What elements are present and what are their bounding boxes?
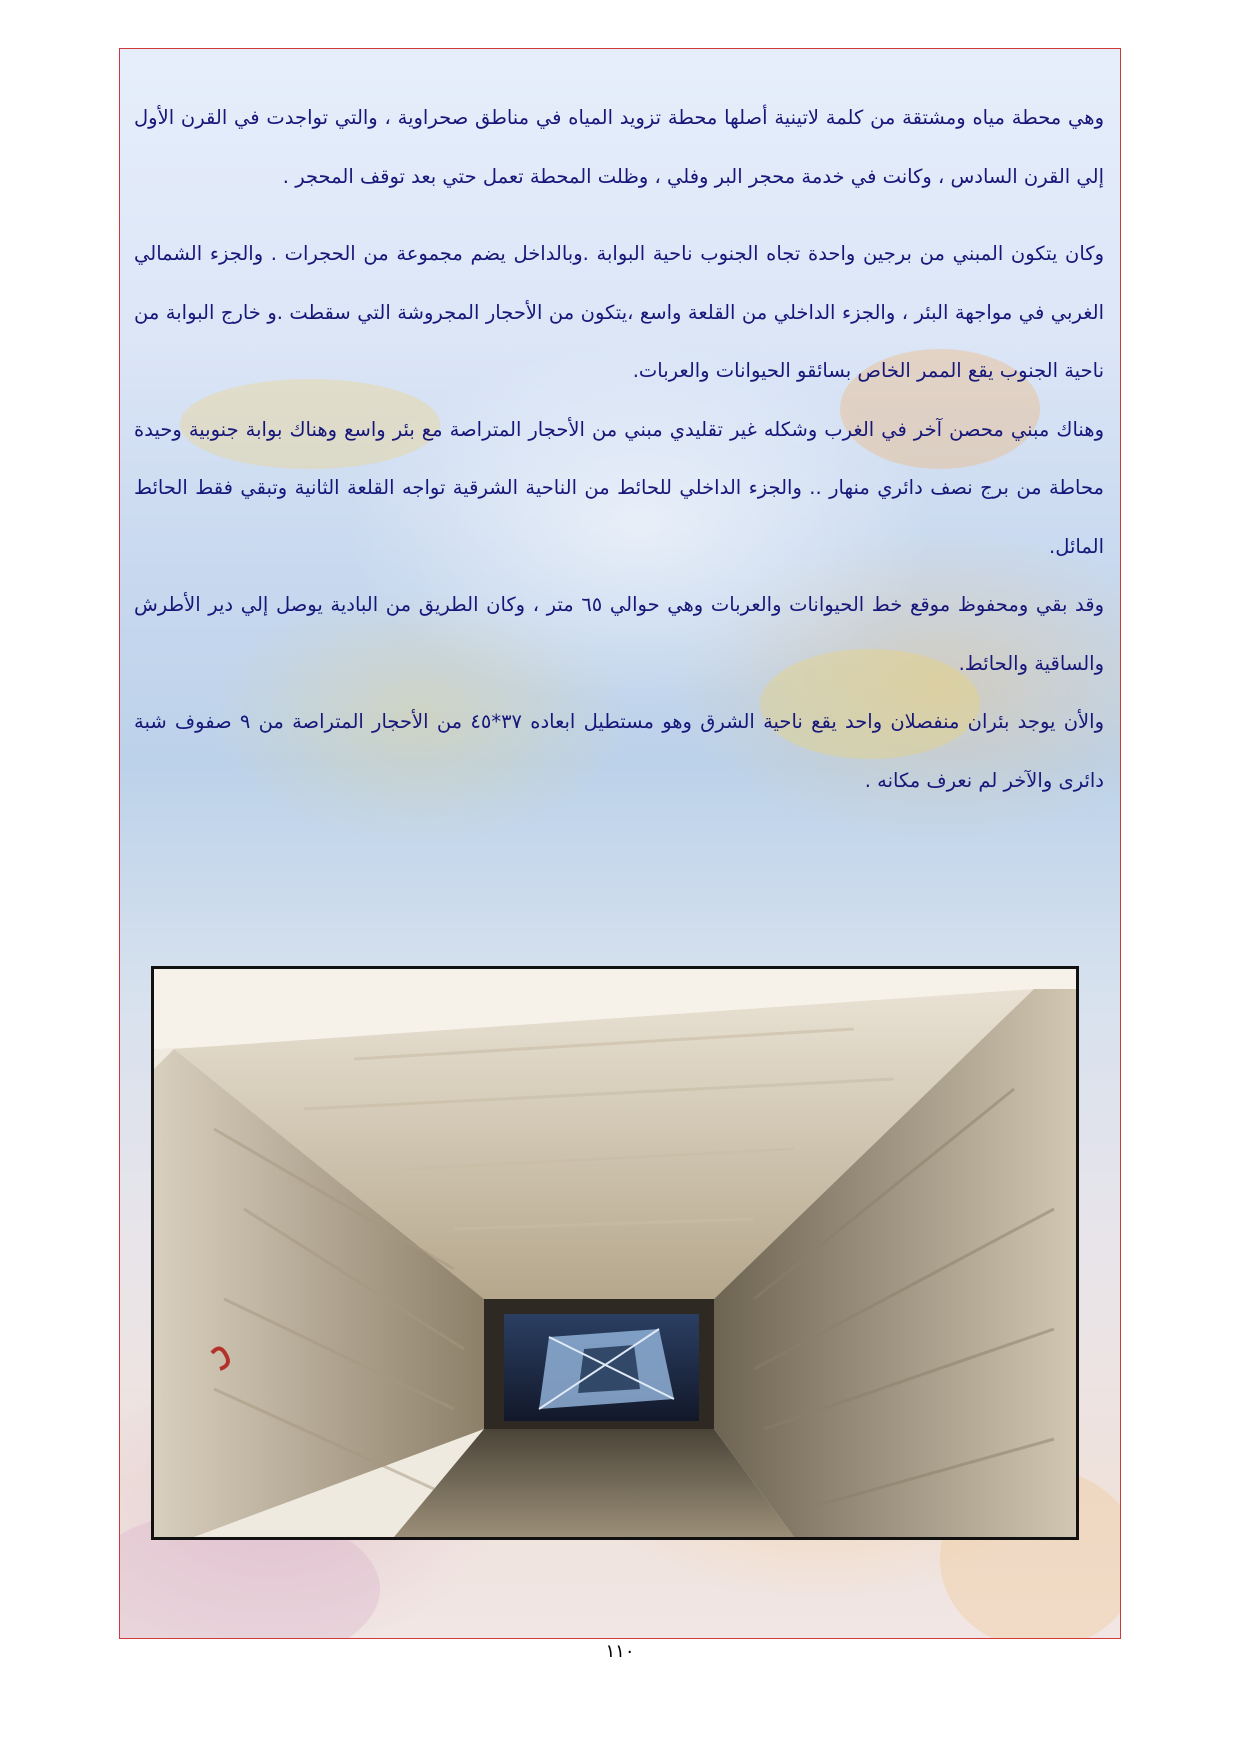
page-frame (119, 48, 1121, 1639)
paragraph-2: وكان يتكون المبني من برجين واحدة تجاه الجنوب ناحية البوابة .وبالداخل يضم مجموعة من الحجرات . والجزء الشمالي الغربي في مواجهة البئر ، والجزء الداخلي من القلعة واسع ،يتكون من الأحجار المجروشة التي سقطت .و خارج البوابة من ناحية الجنوب يقع الممر الخاص بسائقو الحيوانات والعربات. (134, 242, 1104, 382)
well-shaft-illustration (154, 969, 1076, 1537)
paragraph-3: وهناك مبني محصن آخر في الغرب وشكله غير تقليدي مبني من الأحجار المتراصة مع بئر واسع وهناك بوابة جنوبية وحيدة محاطة من برج نصف دائري منهار .. والجزء الداخلي للحائط من الناحية الشرقية تواجه القلعة الثانية وتبقي فقط الحائط المائل. (134, 417, 1104, 558)
paragraph-1: وهي محطة مياه ومشتقة من كلمة لاتينية أصلها محطة تزويد المياه في مناطق صحراوية ، والتي تواجدت في القرن الأول إلي القرن السادس ، وكانت في خدمة محجر البر وفلي ، وظلت المحطة تعمل حتي بعد توقف المحجر . (134, 106, 1104, 188)
paragraph-5: والأن يوجد بئران منفصلان واحد يقع ناحية الشرق وهو مستطيل ابعاده ٣٧*٤٥ من الأحجار المتراصة من ٩ صفوف شبة دائرى والآخر لم نعرف مكانه . (134, 710, 1104, 792)
body-text (134, 89, 1104, 810)
well-shaft-photo (151, 966, 1079, 1540)
paragraph-4: وقد بقي ومحفوظ موقع خط الحيوانات والعربات وهي حوالي ٦٥ متر ، وكان الطريق من البادية يوصل إلي دير الأطرش والساقية والحائط. (134, 593, 1104, 675)
page-number: ١١٠ (605, 1641, 635, 1662)
